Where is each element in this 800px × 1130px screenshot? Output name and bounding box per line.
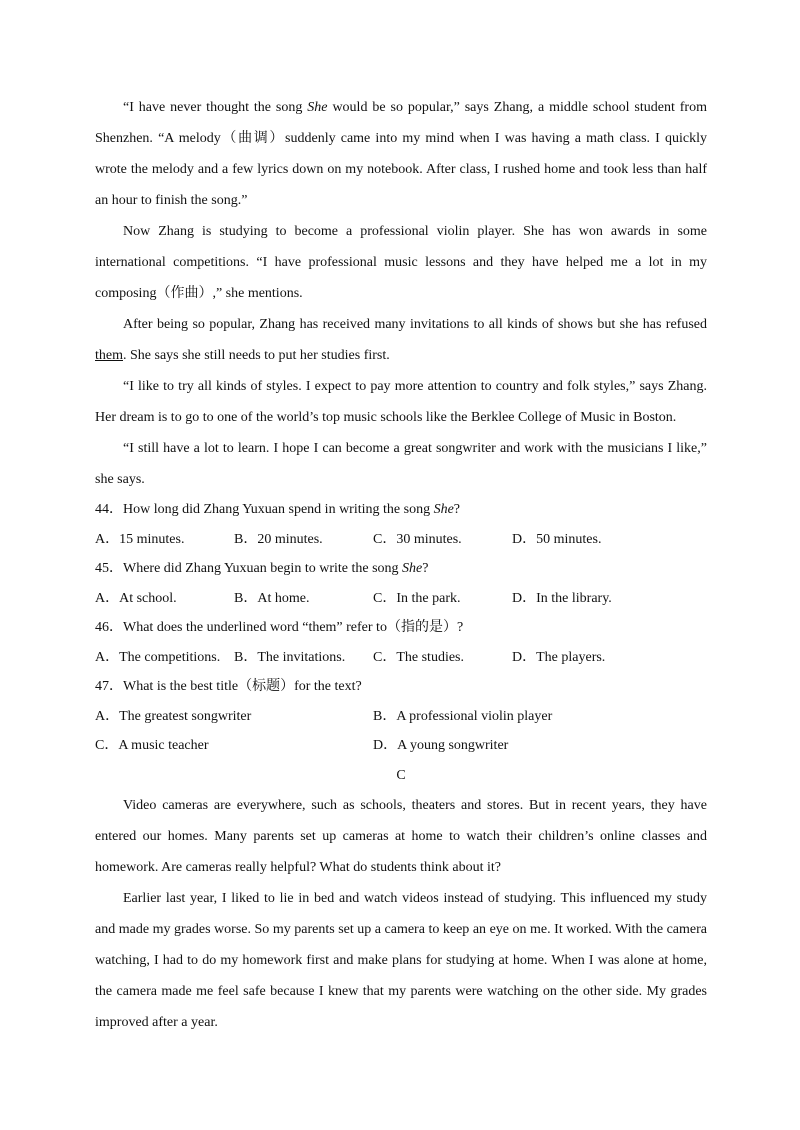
option-a: A．The greatest songwriter bbox=[95, 708, 252, 724]
option-a: A．15 minutes. bbox=[95, 531, 185, 547]
option-a: A．The competitions. bbox=[95, 649, 221, 665]
text-span: would be so popular,” says Zhang, a middle school student from Shenzhen. “A melody（曲调）suddenly came into my mind when I was having a math class. I quickly wrote the melody and a few lyrics down on my notebook. After class, I rushed home and took less than half an hour to finish the song.” bbox=[95, 100, 707, 208]
text-span: “I have never thought the song bbox=[123, 100, 308, 115]
question-45 bbox=[95, 554, 707, 584]
question-mark: ? bbox=[453, 502, 461, 517]
question-44-options bbox=[95, 525, 707, 555]
option-c: C．30 minutes. bbox=[373, 531, 462, 547]
question-45-options bbox=[95, 584, 707, 614]
document-content bbox=[95, 92, 707, 1038]
question-mark: ? bbox=[422, 561, 429, 576]
passage-paragraph-1 bbox=[95, 92, 707, 216]
question-46: 46．What does the underlined word “them” refer to（指的是）? bbox=[95, 620, 464, 635]
section-c-paragraph-2: Earlier last year, I liked to lie in bed and watch videos instead of studying. This influenced my study and made my grades worse. So my parents set up a camera to keep an eye on me. It worked. With the camera watching, I had to do my homework first and make plans for studying at home. When I was alone at home, the camera made me feel safe because I knew that my parents were watching on the other side. My grades improved after a year. bbox=[95, 890, 707, 1030]
option-b: B．A professional violin player bbox=[373, 708, 553, 724]
passage-paragraph-2: Now Zhang is studying to become a professional violin player. She has won awards in some international competitions. “I have professional music lessons and they have helped me a lot in my composing（作曲）,” she mentions. bbox=[95, 224, 707, 301]
passage-paragraph-3 bbox=[95, 309, 707, 371]
section-c-heading: C bbox=[396, 767, 406, 783]
question-stem: 45．Where did Zhang Yuxuan begin to write the song bbox=[95, 561, 403, 576]
song-title: She bbox=[307, 100, 328, 115]
song-title: She bbox=[433, 502, 454, 517]
question-46-options bbox=[95, 643, 707, 673]
option-c: C．A music teacher bbox=[95, 738, 209, 753]
option-d: D．The players. bbox=[512, 649, 606, 665]
option-d: D．50 minutes. bbox=[512, 531, 602, 547]
question-47-options-row-1 bbox=[95, 702, 707, 732]
question-47-options-row-2 bbox=[95, 731, 707, 761]
option-d: D．A young songwriter bbox=[373, 738, 509, 753]
text-span: . She says she still needs to put her studies first. bbox=[123, 348, 390, 363]
passage-paragraph-5: “I still have a lot to learn. I hope I can become a great songwriter and work with the musicians I like,” she says. bbox=[95, 441, 707, 487]
option-c: C．In the park. bbox=[373, 590, 461, 606]
option-b: B．The invitations. bbox=[234, 649, 346, 665]
section-c-paragraph-1: Video cameras are everywhere, such as schools, theaters and stores. But in recent years, they have entered our homes. Many parents set up cameras at home to watch their children’s online classes and homework. Are cameras really helpful? What do students think about it? bbox=[95, 797, 707, 875]
option-a: A．At school. bbox=[95, 590, 177, 606]
underlined-word: them bbox=[95, 348, 123, 363]
option-b: B．At home. bbox=[234, 590, 310, 606]
question-stem: 44．How long did Zhang Yuxuan spend in writing the song bbox=[95, 502, 434, 517]
option-c: C．The studies. bbox=[373, 649, 464, 665]
option-d: D．In the library. bbox=[512, 590, 612, 606]
question-44 bbox=[95, 495, 707, 525]
passage-paragraph-4: “I like to try all kinds of styles. I expect to pay more attention to country and folk styles,” says Zhang. Her dream is to go to one of the world’s top music schools like the Berklee College of Music in Boston. bbox=[95, 379, 707, 425]
question-47: 47．What is the best title（标题）for the text? bbox=[95, 679, 362, 694]
text-span: After being so popular, Zhang has received many invitations to all kinds of shows but she has refused bbox=[123, 317, 707, 332]
option-b: B．20 minutes. bbox=[234, 531, 323, 547]
song-title: She bbox=[402, 561, 423, 576]
